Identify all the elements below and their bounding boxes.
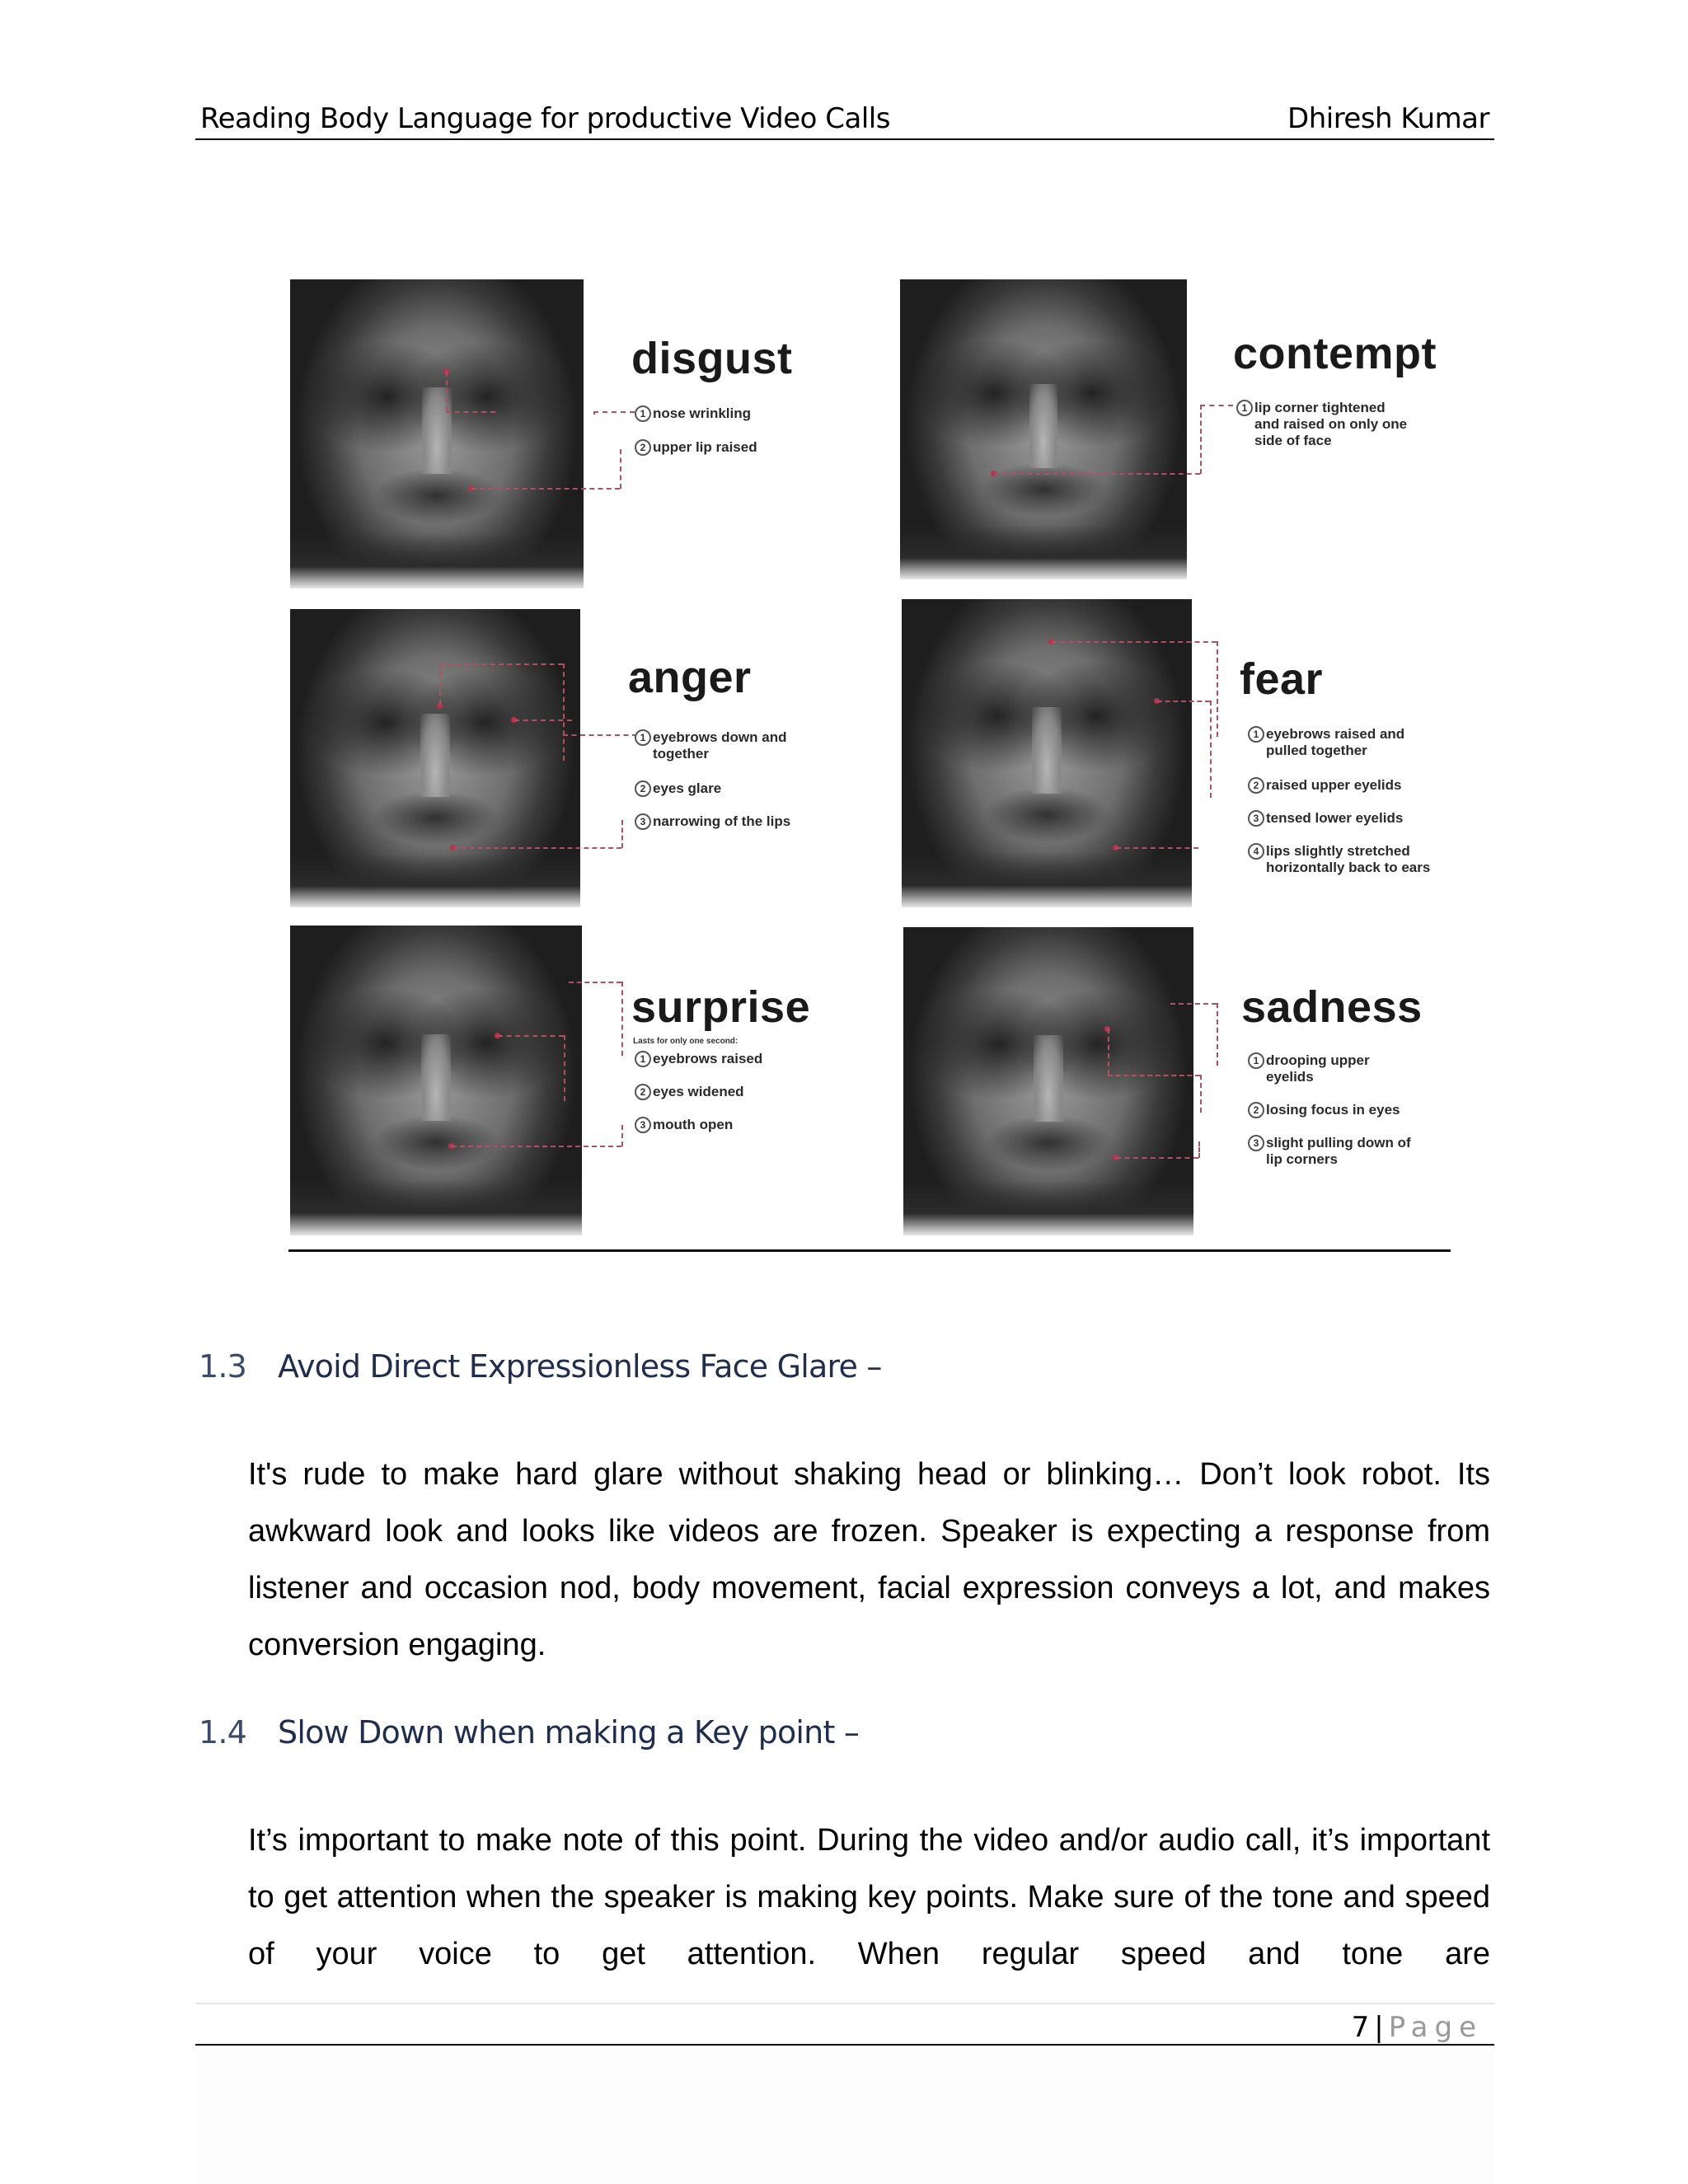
page-bottom-margin: [195, 2049, 1494, 2184]
surprise-item-3: 3 mouth open: [653, 1117, 733, 1133]
anger-item-2: 2 eyes glare: [653, 780, 721, 797]
anger-title: anger: [628, 653, 752, 702]
surprise-note: Lasts for only one second:: [633, 1037, 738, 1046]
footer-divider: [195, 2003, 1494, 2004]
contempt-title: contempt: [1233, 329, 1437, 378]
sadness-title: sadness: [1241, 982, 1423, 1032]
surprise-item-2: 2 eyes widened: [653, 1084, 744, 1100]
fear-item-4: 4 lips slightly stretched horizontally back to ears: [1266, 843, 1454, 876]
page-header: [195, 99, 1494, 140]
contempt-item-1: 1 lip corner tightened and raised on only one side of face: [1254, 400, 1411, 449]
page-number-label: [1352, 2011, 1483, 2044]
figure-bottom-rule: [288, 1249, 1451, 1252]
disgust-item-2: 2 upper lip raised: [653, 439, 757, 456]
facial-expressions-figure: [288, 276, 1451, 1253]
section-number: 1.4: [199, 1714, 247, 1750]
fear-item-2: 2 raised upper eyelids: [1266, 777, 1401, 794]
section-heading-1-4: [199, 1714, 859, 1750]
page-number: 7: [1351, 2011, 1370, 2044]
fear-title: fear: [1240, 654, 1324, 704]
author-name: Dhiresh Kumar: [1287, 102, 1489, 135]
anger-item-3: 3 narrowing of the lips: [653, 813, 790, 830]
sadness-face-photo: [903, 927, 1193, 1235]
document-title: Reading Body Language for productive Video Calls: [200, 102, 890, 135]
sadness-item-2: 2 losing focus in eyes: [1266, 1102, 1400, 1118]
section-title: Avoid Direct Expressionless Face Glare –: [278, 1348, 882, 1385]
fear-item-3: 3 tensed lower eyelids: [1266, 810, 1403, 827]
page-word: Page: [1388, 2011, 1483, 2044]
contempt-face-photo: [900, 279, 1187, 579]
page-footer: [195, 2008, 1494, 2046]
surprise-face-photo: [290, 926, 582, 1235]
section-body-1-4: It’s important to make note of this point. During the video and/or audio call, it’s important to get attention when the speaker is making key points. Make sure of the tone and speed of your voice to get attention. When regular speed and tone are: [248, 1823, 1490, 1971]
surprise-title: surprise: [631, 982, 811, 1032]
fear-item-1: 1 eyebrows raised and pulled together: [1266, 726, 1439, 759]
section-heading-1-3: [199, 1348, 882, 1385]
disgust-title: disgust: [631, 334, 793, 383]
disgust-face-photo: [290, 279, 584, 588]
section-body-1-3: It's rude to make hard glare without shaking head or blinking… Don’t look robot. Its awkward look and looks like videos are frozen. Speaker is expecting a response from listener and occasion nod, body movement, facial expression conveys a lot, and makes conversion engaging.: [248, 1457, 1490, 1662]
sadness-item-3: 3 slight pulling down of lip corners: [1266, 1135, 1414, 1168]
page-separator: |: [1374, 2011, 1384, 2044]
anger-face-photo: [290, 609, 580, 907]
anger-item-1: 1 eyebrows down and together: [653, 729, 793, 762]
disgust-item-1: 1 nose wrinkling: [653, 405, 751, 422]
section-title: Slow Down when making a Key point –: [278, 1714, 860, 1750]
section-number: 1.3: [199, 1348, 247, 1385]
surprise-item-1: 1 eyebrows raised: [653, 1051, 762, 1067]
fear-face-photo: [902, 599, 1192, 907]
sadness-item-1: 1 drooping upper eyelids: [1266, 1052, 1406, 1085]
